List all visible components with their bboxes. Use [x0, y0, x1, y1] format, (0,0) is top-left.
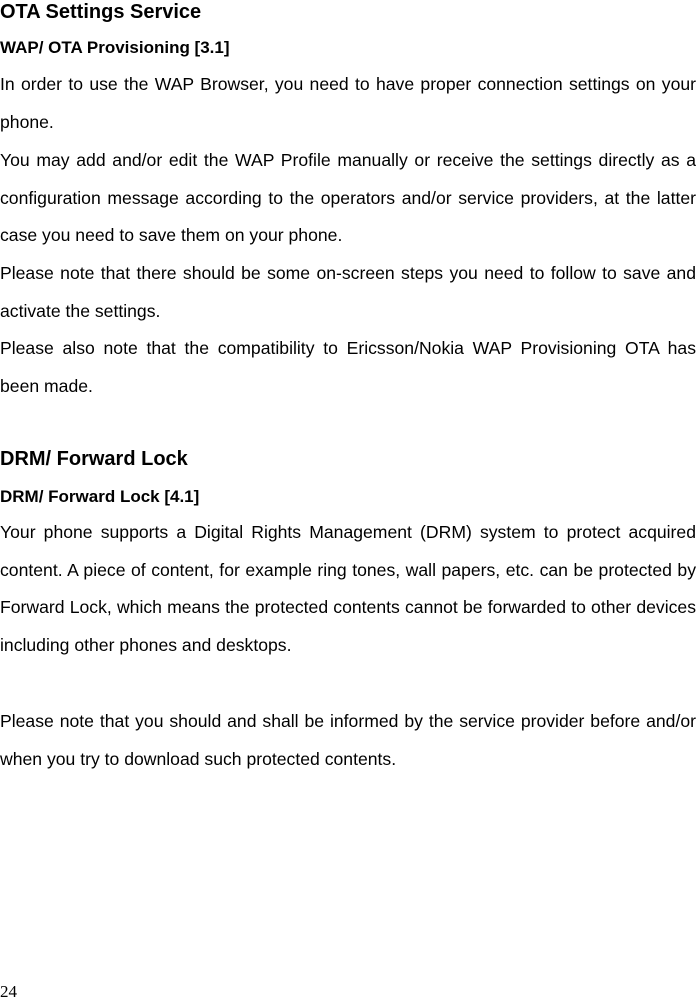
section-title-drm-forward-lock: DRM/ Forward Lock — [0, 448, 188, 470]
paragraph-on-screen-steps: Please note that there should be some on-screen steps you need to follow to save and activate the settings. — [0, 263, 696, 321]
paragraph-ericsson-nokia-compatibility: Please also note that the compatibility to Ericsson/Nokia WAP Provisioning OTA has been made. — [0, 338, 696, 396]
paragraph-drm-system: Your phone supports a Digital Rights Management (DRM) system to protect acquired content. A piece of content, for example ring tones, wall papers, etc. can be protected by Forward Lock, which means the protected contents cannot be forwarded to other devices including other phones and desktops. — [0, 522, 696, 656]
subsection-title-drm-forward-lock: DRM/ Forward Lock [4.1] — [0, 487, 200, 506]
paragraph-wap-browser-settings: In order to use the WAP Browser, you need to have proper connection settings on your phone. — [0, 74, 696, 132]
section-title-ota-settings: OTA Settings Service — [0, 1, 202, 23]
paragraph-wap-profile-configuration: You may add and/or edit the WAP Profile manually or receive the settings directly as a configuration message according to the operators and/or service providers, at the latter case you need to save them on your phone. — [0, 150, 696, 246]
subsection-title-wap-ota-provisioning: WAP/ OTA Provisioning [3.1] — [0, 38, 230, 57]
paragraph-service-provider-notice: Please note that you should and shall be informed by the service provider before and/or when you try to download such protected contents. — [0, 711, 696, 769]
page-number: 24 — [0, 982, 17, 1001]
